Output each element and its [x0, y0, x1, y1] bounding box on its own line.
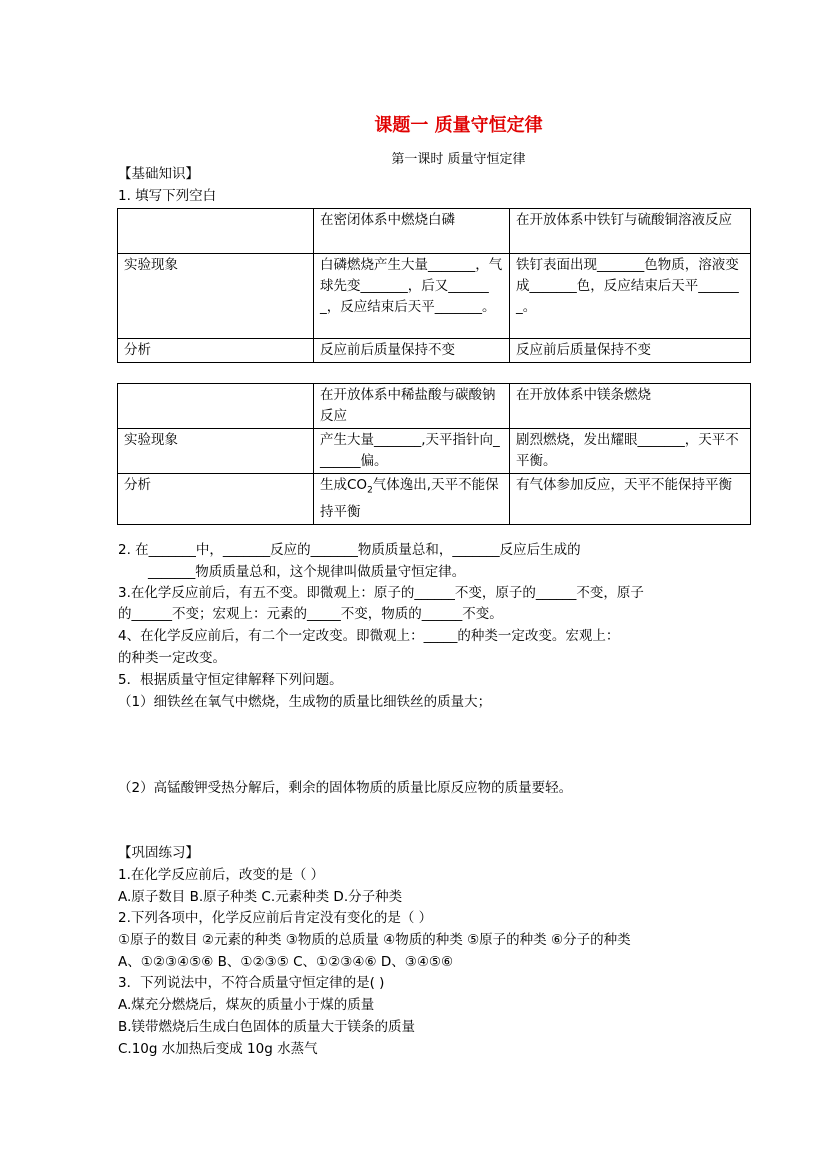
question-4-line-1: 4、在化学反应前后，有二个一定改变。即微观上：_____的种类一定改变。宏观上：: [118, 628, 620, 644]
table-cell: 产生大量_______,天平指针向_______偏。: [314, 429, 510, 474]
table-cell: 在开放体系中稀盐酸与碳酸钠反应: [314, 384, 510, 429]
question-5-1: （1）细铁丝在氧气中燃烧，生成物的质量比细铁丝的质量大；: [118, 694, 492, 710]
table-cell: 在开放体系中镁条燃烧: [510, 384, 751, 429]
table-cell: 在开放体系中铁钉与硫酸铜溶液反应: [510, 209, 751, 254]
table-cell: [118, 209, 314, 254]
table-cell: 反应前后质量保持不变: [314, 339, 510, 363]
table-cell: 铁钉表面出现_______色物质，溶液变成_______色，反应结束后天平_______。: [510, 254, 751, 339]
practice-2: 2.下列各项中，化学反应前后肯定没有变化的是（ ）: [118, 910, 433, 926]
experiment-table-1: [117, 208, 751, 363]
practice-3-option-c: C.10g 水加热后变成 10g 水蒸气: [118, 1041, 318, 1057]
practice-2-options: A、①②③④⑤⑥ B、①②③⑤ C、①②③④⑥ D、③④⑤⑥: [118, 954, 454, 970]
table-row: [118, 209, 751, 254]
table-cell: 剧烈燃烧，发出耀眼_______，天平不平衡。: [510, 429, 751, 474]
practice-1-options: A.原子数目 B.原子种类 C.元素种类 D.分子种类: [118, 889, 403, 905]
table-cell: [314, 474, 510, 525]
experiment-table-2: [117, 383, 751, 525]
question-5-2: （2）高锰酸钾受热分解后，剩余的固体物质的质量比原反应物的质量要轻。: [118, 780, 573, 796]
table-cell: 实验现象: [118, 254, 314, 339]
section-basic-heading: 【基础知识】: [118, 166, 199, 182]
page-title: 课题一 质量守恒定律: [374, 115, 543, 136]
table-row: [118, 429, 751, 474]
table-cell: 在密闭体系中燃烧白磷: [314, 209, 510, 254]
table-cell: 有气体参加反应，天平不能保持平衡: [510, 474, 751, 525]
table-row: [118, 339, 751, 363]
practice-3-option-b: B.镁带燃烧后生成白色固体的质量大于镁条的质量: [118, 1019, 416, 1035]
question-5-heading: 5．根据质量守恒定律解释下列问题。: [118, 672, 343, 688]
table-row: [118, 474, 751, 525]
analysis-text-end: 气体逸出,天平不能保持平衡: [320, 477, 499, 520]
table-cell: 分析: [118, 474, 314, 525]
table-cell: [118, 384, 314, 429]
page-subtitle: 第一课时 质量守恒定律: [391, 152, 526, 167]
table-cell: 分析: [118, 339, 314, 363]
table-cell: 反应前后质量保持不变: [510, 339, 751, 363]
section-practice-heading: 【巩固练习】: [118, 845, 199, 861]
table-cell: 白磷燃烧产生大量_______，气球先变_______，后又_______，反应结束后天平_______。: [314, 254, 510, 339]
question-1-heading: 1. 填写下列空白: [118, 188, 217, 204]
practice-3: 3．下列说法中，不符合质量守恒定律的是( ): [118, 975, 385, 991]
table-row: [118, 384, 751, 429]
table-cell: 实验现象: [118, 429, 314, 474]
question-3-line-1: 3.在化学反应前后，有五不变。即微观上：原子的______不变，原子的______不变，原子: [118, 585, 644, 601]
practice-3-option-a: A.煤充分燃烧后，煤灰的质量小于煤的质量: [118, 997, 375, 1013]
question-4-line-2: 的种类一定改变。: [118, 650, 226, 666]
practice-1: 1.在化学反应前后，改变的是（ ）: [118, 867, 325, 883]
question-2-line-1: 2. 在_______中，_______反应的_______物质质量总和，_______反应后生成的: [118, 542, 581, 558]
table-row: [118, 254, 751, 339]
question-2-line-2: _______物质质量总和，这个规律叫做质量守恒定律。: [148, 564, 466, 580]
question-3-line-2: 的______不变；宏观上：元素的_____不变，物质的______不变。: [118, 606, 503, 622]
analysis-text-start: 生成: [320, 477, 347, 493]
practice-2-items: ①原子的数目 ②元素的种类 ③物质的总质量 ④物质的种类 ⑤原子的种类 ⑥分子的种类: [118, 932, 631, 948]
chemical-subscript: 2: [367, 485, 373, 496]
chemical-formula: CO: [347, 477, 368, 493]
